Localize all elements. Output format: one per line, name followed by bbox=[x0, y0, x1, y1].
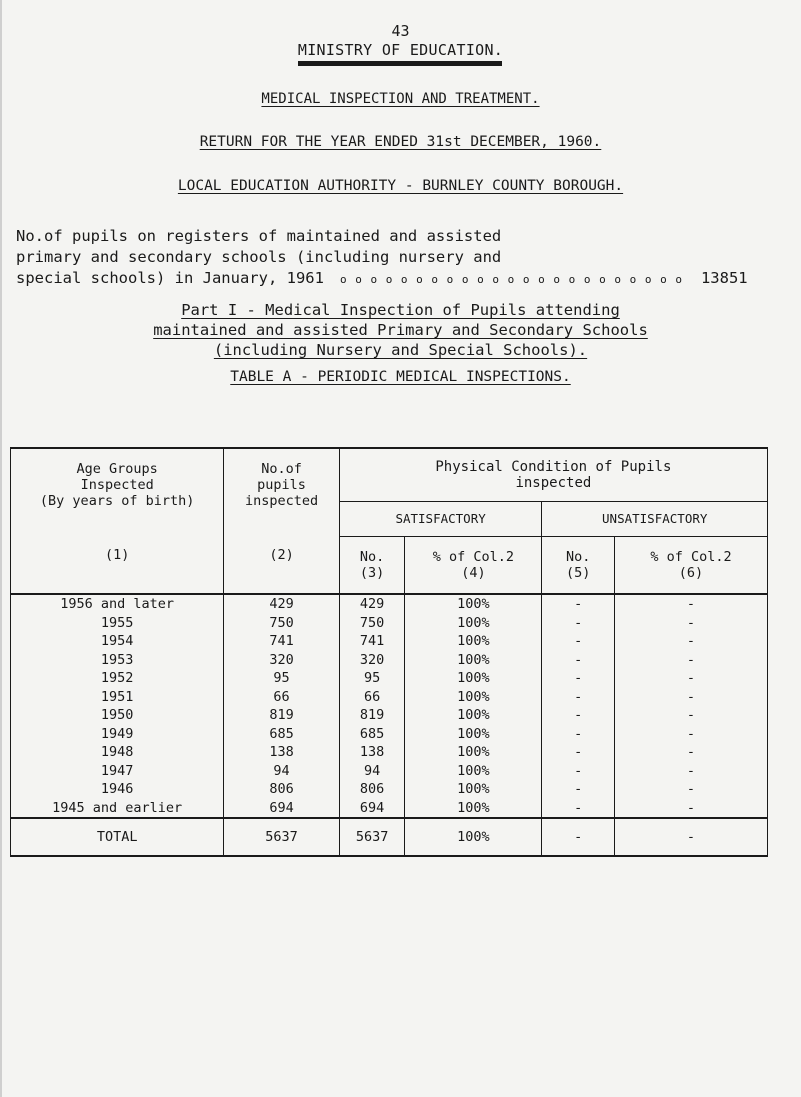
column-number: (2) bbox=[269, 547, 294, 563]
pupils-inspected-cell: 741 bbox=[224, 632, 339, 651]
column-number: (5) bbox=[566, 565, 591, 581]
age-group-cell: 1948 bbox=[11, 743, 224, 762]
table-row bbox=[11, 651, 768, 670]
part-heading bbox=[0, 300, 801, 360]
age-group-cell: 1954 bbox=[11, 632, 224, 651]
header-line: % of Col.2 bbox=[432, 549, 515, 565]
pupils-inspected-cell: 66 bbox=[224, 688, 339, 707]
unsatisfactory-no-cell: - bbox=[542, 706, 615, 725]
satisfactory-header: SATISFACTORY bbox=[339, 502, 542, 537]
leader-dots: o o o o o o o o o o o o o o o o o o o o o o o bbox=[339, 273, 683, 286]
table-row bbox=[11, 799, 768, 819]
satisfactory-no-cell: 806 bbox=[339, 780, 405, 799]
physical-condition-header bbox=[339, 448, 767, 502]
table-row bbox=[11, 780, 768, 799]
header-line: Age Groups bbox=[76, 461, 158, 477]
age-groups-header bbox=[11, 448, 224, 594]
total-sat-no: 5637 bbox=[339, 818, 405, 856]
unsatisfactory-no-cell: - bbox=[542, 762, 615, 781]
unsatisfactory-no-cell: - bbox=[542, 594, 615, 614]
unsatisfactory-pct-cell: - bbox=[614, 594, 767, 614]
page-edge bbox=[0, 0, 2, 1097]
unsatisfactory-pct-cell: - bbox=[614, 725, 767, 744]
satisfactory-pct-cell: 100% bbox=[405, 743, 542, 762]
total-pupils: 5637 bbox=[224, 818, 339, 856]
table-row bbox=[11, 706, 768, 725]
unsatisfactory-pct-cell: - bbox=[614, 614, 767, 633]
unsatisfactory-pct-cell: - bbox=[614, 688, 767, 707]
pupils-inspected-cell: 819 bbox=[224, 706, 339, 725]
unsatisfactory-pct-cell: - bbox=[614, 762, 767, 781]
satisfactory-no-cell: 750 bbox=[339, 614, 405, 633]
age-group-cell: 1952 bbox=[11, 669, 224, 688]
unsatisfactory-pct-cell: - bbox=[614, 799, 767, 819]
satisfactory-pct-cell: 100% bbox=[405, 780, 542, 799]
table-row bbox=[11, 762, 768, 781]
satisfactory-pct-cell: 100% bbox=[405, 799, 542, 819]
satisfactory-pct-cell: 100% bbox=[405, 688, 542, 707]
satisfactory-no-cell: 429 bbox=[339, 594, 405, 614]
satisfactory-no-cell: 819 bbox=[339, 706, 405, 725]
unsatisfactory-no-cell: - bbox=[542, 725, 615, 744]
satisfactory-pct-cell: 100% bbox=[405, 632, 542, 651]
satisfactory-pct-cell: 100% bbox=[405, 706, 542, 725]
table-row bbox=[11, 614, 768, 633]
unsatisfactory-no-cell: - bbox=[542, 651, 615, 670]
unsat-no-header bbox=[542, 537, 615, 595]
header-line: inspected bbox=[244, 493, 319, 509]
column-number: (3) bbox=[359, 565, 385, 581]
sat-pct-header bbox=[405, 537, 542, 595]
table-row bbox=[11, 725, 768, 744]
unsatisfactory-no-cell: - bbox=[542, 780, 615, 799]
total-label: TOTAL bbox=[11, 818, 224, 856]
intro-line: No.of pupils on registers of maintained and assisted bbox=[16, 227, 502, 245]
part-heading-line: (including Nursery and Special Schools). bbox=[213, 341, 588, 359]
age-group-cell: 1947 bbox=[11, 762, 224, 781]
age-group-cell: 1951 bbox=[11, 688, 224, 707]
header-line: Inspected bbox=[80, 477, 154, 493]
table-title: TABLE A - PERIODIC MEDICAL INSPECTIONS. bbox=[230, 369, 571, 385]
unsatisfactory-pct-cell: - bbox=[614, 651, 767, 670]
inspection-table bbox=[10, 447, 768, 857]
satisfactory-no-cell: 741 bbox=[339, 632, 405, 651]
pupils-inspected-cell: 750 bbox=[224, 614, 339, 633]
page-number: 43 bbox=[391, 22, 410, 40]
sat-no-header bbox=[339, 537, 405, 595]
pupils-inspected-cell: 95 bbox=[224, 669, 339, 688]
pupils-inspected-header bbox=[224, 448, 339, 594]
satisfactory-pct-cell: 100% bbox=[405, 651, 542, 670]
satisfactory-no-cell: 95 bbox=[339, 669, 405, 688]
unsat-pct-header bbox=[614, 537, 767, 595]
medical-heading: MEDICAL INSPECTION AND TREATMENT. bbox=[261, 91, 540, 107]
satisfactory-no-cell: 138 bbox=[339, 743, 405, 762]
total-unsat-pct: - bbox=[614, 818, 767, 856]
total-row bbox=[11, 818, 768, 856]
return-heading: RETURN FOR THE YEAR ENDED 31st DECEMBER, 1960. bbox=[199, 134, 602, 150]
table-body bbox=[11, 594, 768, 818]
intro-line-text: special schools) in January, 1961 bbox=[16, 269, 324, 287]
column-number: (1) bbox=[104, 547, 130, 563]
column-number: (6) bbox=[678, 565, 704, 581]
unsatisfactory-no-cell: - bbox=[542, 632, 615, 651]
age-group-cell: 1950 bbox=[11, 706, 224, 725]
table-row bbox=[11, 669, 768, 688]
unsatisfactory-pct-cell: - bbox=[614, 632, 767, 651]
header-line: pupils bbox=[257, 477, 306, 493]
header-line: No.of bbox=[261, 461, 302, 477]
header-line: (By years of birth) bbox=[39, 493, 195, 509]
unsatisfactory-no-cell: - bbox=[542, 688, 615, 707]
age-group-cell: 1956 and later bbox=[11, 594, 224, 614]
total-sat-pct: 100% bbox=[405, 818, 542, 856]
pupils-inspected-cell: 138 bbox=[224, 743, 339, 762]
table-row bbox=[11, 688, 768, 707]
intro-line bbox=[16, 268, 786, 290]
unsatisfactory-no-cell: - bbox=[542, 743, 615, 762]
satisfactory-no-cell: 66 bbox=[339, 688, 405, 707]
header-line: No. bbox=[566, 549, 591, 565]
table-row bbox=[11, 632, 768, 651]
satisfactory-pct-cell: 100% bbox=[405, 669, 542, 688]
pupils-inspected-cell: 320 bbox=[224, 651, 339, 670]
total-unsat-no: - bbox=[542, 818, 615, 856]
unsatisfactory-no-cell: - bbox=[542, 614, 615, 633]
pupils-inspected-cell: 806 bbox=[224, 780, 339, 799]
part-heading-line: maintained and assisted Primary and Secondary Schools bbox=[153, 321, 648, 339]
age-group-cell: 1949 bbox=[11, 725, 224, 744]
satisfactory-pct-cell: 100% bbox=[405, 725, 542, 744]
unsatisfactory-pct-cell: - bbox=[614, 743, 767, 762]
ministry-heading: MINISTRY OF EDUCATION. bbox=[297, 41, 504, 59]
unsatisfactory-pct-cell: - bbox=[614, 706, 767, 725]
header-line: Physical Condition of Pupils bbox=[435, 459, 672, 475]
table-row bbox=[11, 594, 768, 614]
header-line: % of Col.2 bbox=[650, 549, 732, 565]
intro-paragraph bbox=[16, 226, 786, 290]
age-group-cell: 1945 and earlier bbox=[11, 799, 224, 819]
unsatisfactory-no-cell: - bbox=[542, 799, 615, 819]
header-line: inspected bbox=[515, 475, 592, 491]
satisfactory-pct-cell: 100% bbox=[405, 762, 542, 781]
age-group-cell: 1953 bbox=[11, 651, 224, 670]
pupils-inspected-cell: 685 bbox=[224, 725, 339, 744]
satisfactory-pct-cell: 100% bbox=[405, 594, 542, 614]
unsatisfactory-pct-cell: - bbox=[614, 669, 767, 688]
pupils-inspected-cell: 94 bbox=[224, 762, 339, 781]
registered-pupils-count: 13851 bbox=[700, 269, 748, 287]
unsatisfactory-no-cell: - bbox=[542, 669, 615, 688]
age-group-cell: 1946 bbox=[11, 780, 224, 799]
table-row bbox=[11, 743, 768, 762]
pupils-inspected-cell: 694 bbox=[224, 799, 339, 819]
satisfactory-no-cell: 320 bbox=[339, 651, 405, 670]
satisfactory-pct-cell: 100% bbox=[405, 614, 542, 633]
unsatisfactory-header: UNSATISFACTORY bbox=[542, 502, 768, 537]
age-group-cell: 1955 bbox=[11, 614, 224, 633]
header-line: No. bbox=[359, 549, 385, 565]
intro-line: primary and secondary schools (including nursery and bbox=[16, 248, 502, 266]
authority-heading: LOCAL EDUCATION AUTHORITY - BURNLEY COUNTY BOROUGH. bbox=[177, 178, 624, 194]
pupils-inspected-cell: 429 bbox=[224, 594, 339, 614]
heading-rule bbox=[298, 61, 502, 66]
satisfactory-no-cell: 685 bbox=[339, 725, 405, 744]
satisfactory-no-cell: 694 bbox=[339, 799, 405, 819]
unsatisfactory-pct-cell: - bbox=[614, 780, 767, 799]
satisfactory-no-cell: 94 bbox=[339, 762, 405, 781]
column-number: (4) bbox=[461, 565, 486, 581]
part-heading-line: Part I - Medical Inspection of Pupils attending bbox=[181, 301, 620, 319]
